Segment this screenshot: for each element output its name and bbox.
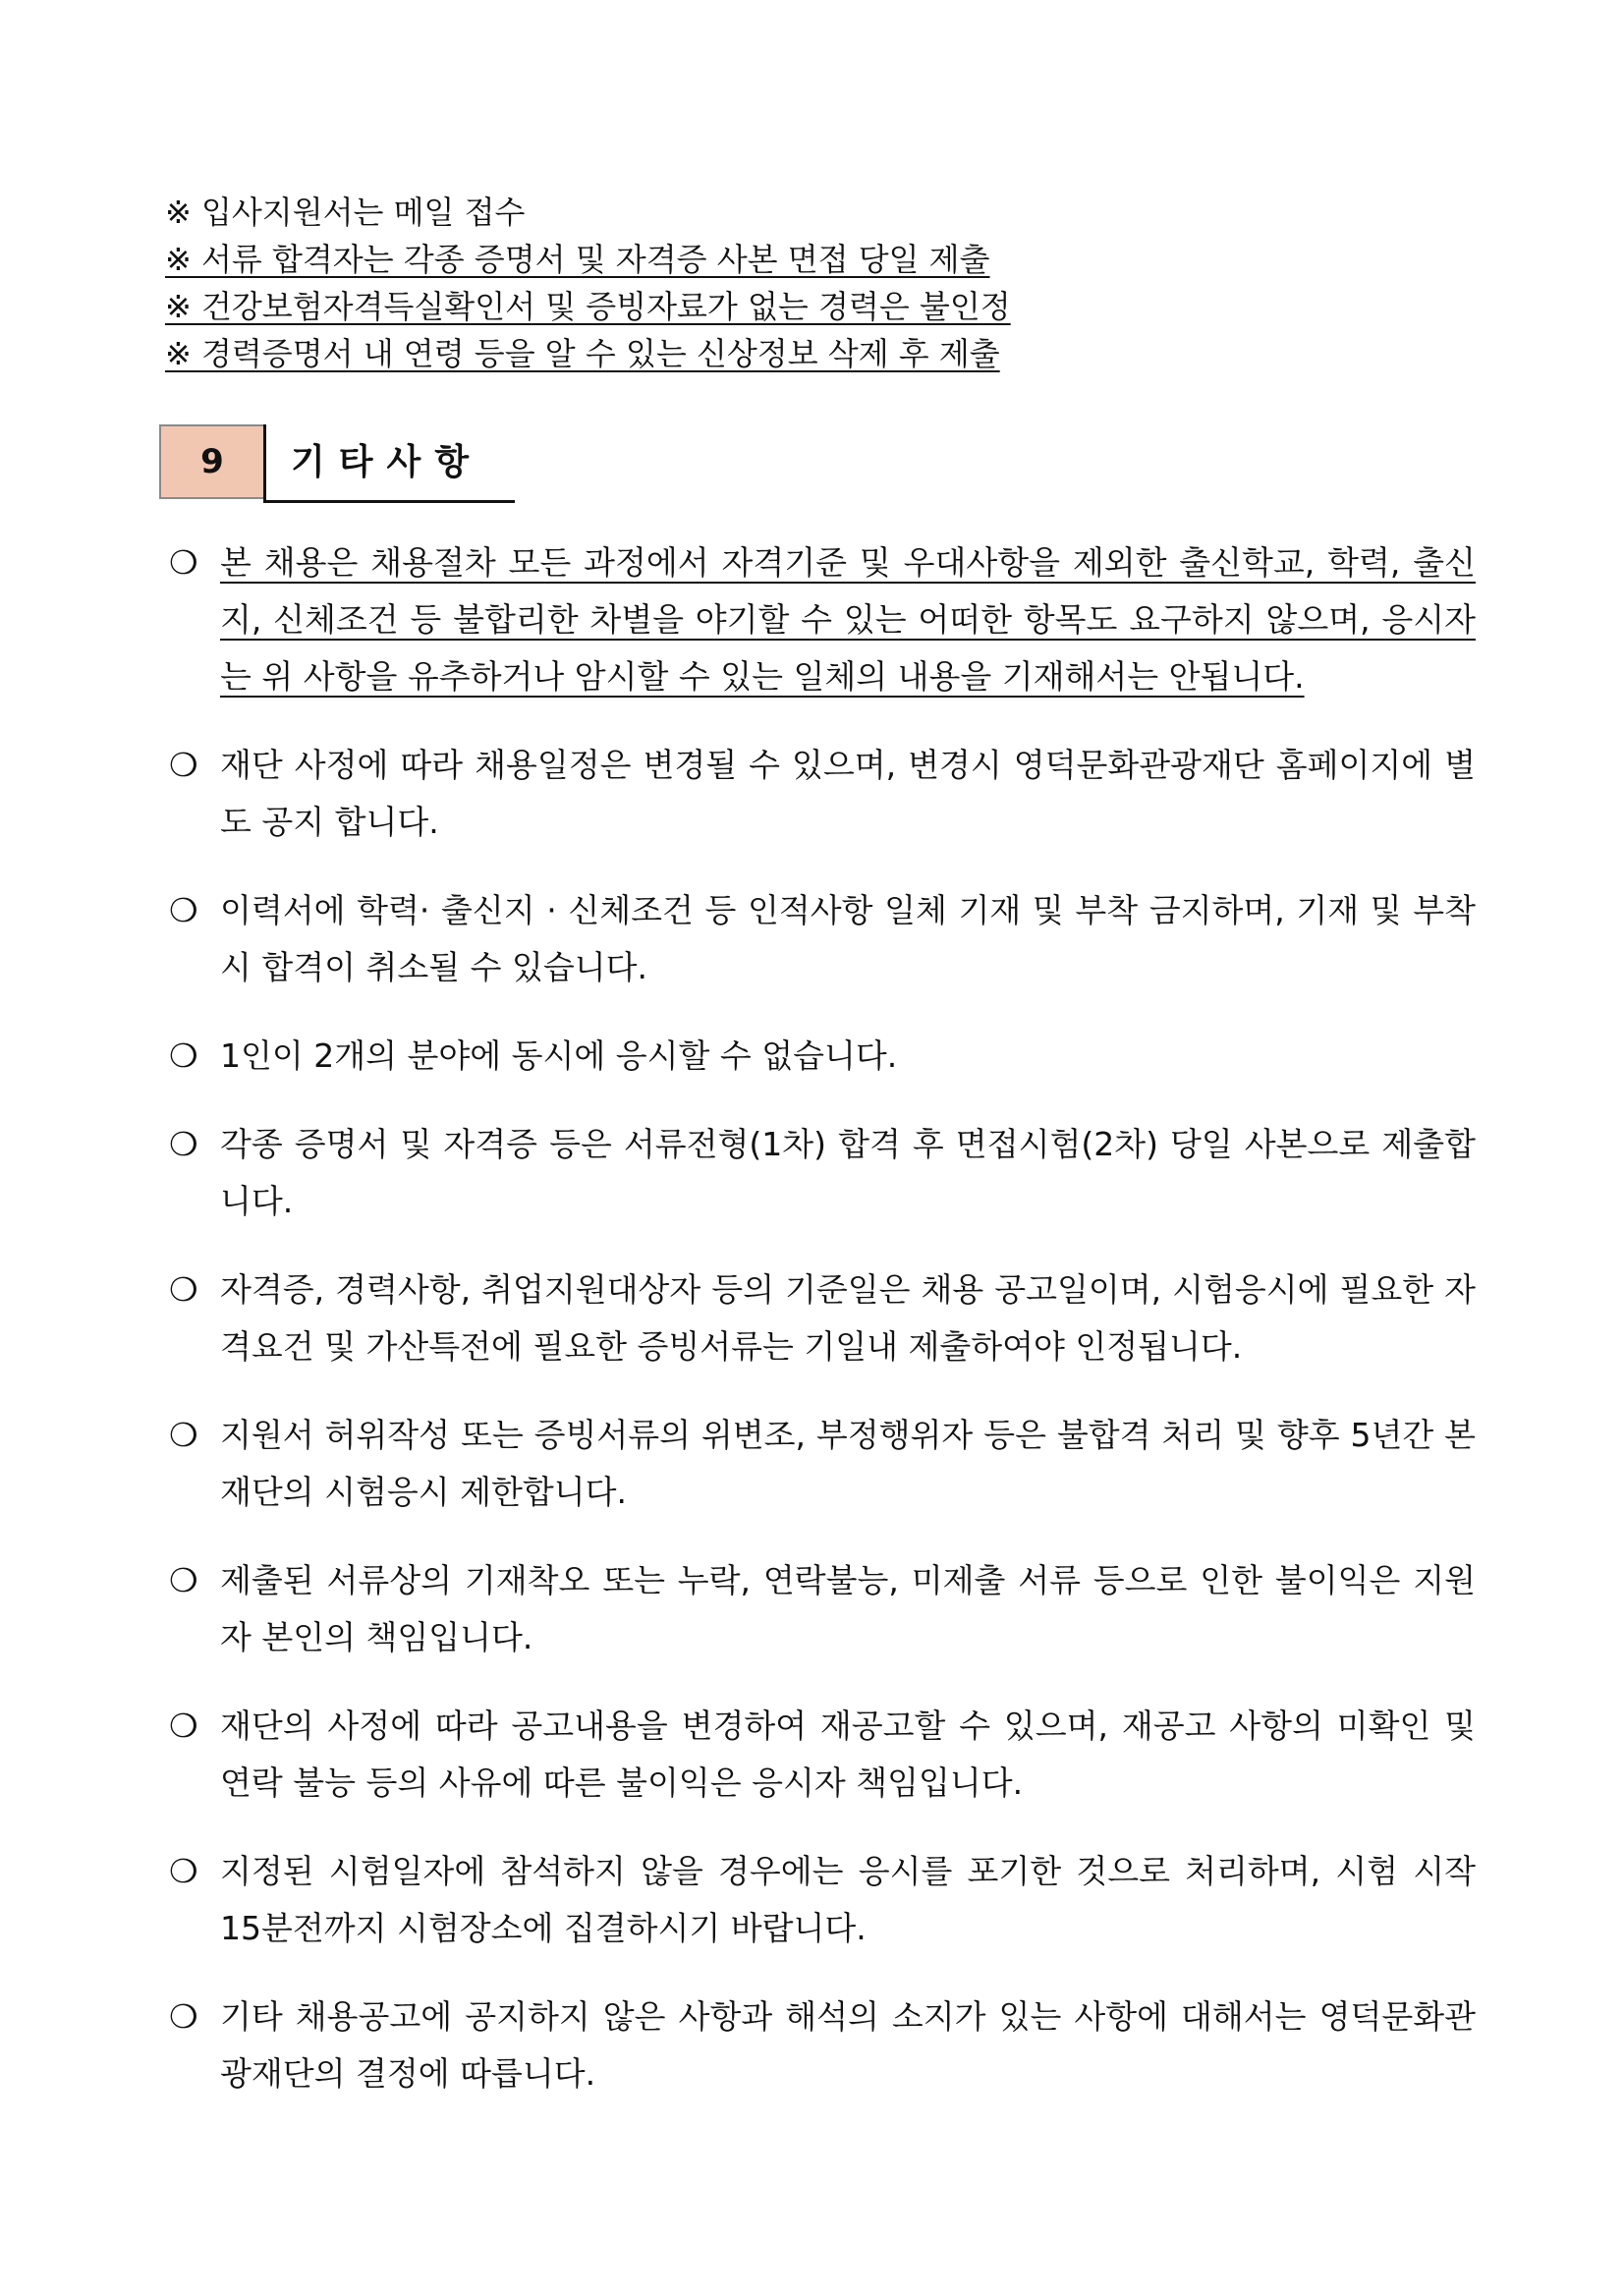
section-title-box [263, 424, 515, 503]
circle-bullet-icon: ❍ [169, 1852, 198, 1890]
note-insurance: ※ 건강보험자격득실확인서 및 증빙자료가 없는 경력은 불인정 [165, 288, 1011, 325]
list-item: ❍ 기타 채용공고에 공지하지 않은 사항과 해석의 소지가 있는 사항에 대해서는 영덕문화관광재단의 결정에 따릅니다. [169, 1988, 1476, 2102]
circle-bullet-icon: ❍ [169, 1270, 198, 1309]
list-item: ❍ 지정된 시험일자에 참석하지 않을 경우에는 응시를 포기한 것으로 처리하며, 시험 시작 15분전까지 시험장소에 집결하시기 바랍니다. [169, 1843, 1476, 1957]
notice-notes [165, 189, 1148, 377]
list-item: ❍ 재단 사정에 따라 채용일정은 변경될 수 있으며, 변경시 영덕문화관광재단 홈페이지에 별도 공지 합니다. [169, 737, 1476, 851]
circle-bullet-icon: ❍ [169, 1997, 198, 2036]
section-heading [157, 422, 550, 505]
list-item: ❍ 이력서에 학력· 출신지 · 신체조건 등 인적사항 일체 기재 및 부착 금지하며, 기재 및 부착시 합격이 취소될 수 있습니다. [169, 882, 1476, 996]
section-title: 기타사항 [291, 442, 483, 482]
circle-bullet-icon: ❍ [169, 1036, 198, 1075]
circle-bullet-icon: ❍ [169, 1125, 198, 1163]
notice-list [169, 534, 1476, 2134]
circle-bullet-icon: ❍ [169, 891, 198, 929]
circle-bullet-icon: ❍ [169, 746, 198, 784]
section-number-badge: 9 [159, 424, 265, 499]
title-bottom-rule [263, 500, 515, 503]
list-item: ❍ 재단의 사정에 따라 공고내용을 변경하여 재공고할 수 있으며, 재공고 사항의 미확인 및 연락 불능 등의 사유에 따른 불이익은 응시자 책임입니다. [169, 1698, 1476, 1812]
circle-bullet-icon: ❍ [169, 1707, 198, 1745]
list-item: ❍ 1인이 2개의 분야에 동시에 응시할 수 없습니다. [169, 1028, 1476, 1085]
list-item: ❍ 자격증, 경력사항, 취업지원대상자 등의 기준일은 채용 공고일이며, 시험응시에 필요한 자격요건 및 가산특전에 필요한 증빙서류는 기일내 제출하여야 인정됩니다. [169, 1261, 1476, 1375]
note-mail: ※ 입사지원서는 메일 접수 [165, 194, 526, 231]
title-left-rule [263, 424, 266, 503]
circle-bullet-icon: ❍ [169, 1561, 198, 1599]
list-item: ❍ 제출된 서류상의 기재착오 또는 누락, 연락불능, 미제출 서류 등으로 인한 불이익은 지원자 본인의 책임입니다. [169, 1552, 1476, 1666]
circle-bullet-icon: ❍ [169, 1416, 198, 1454]
note-career: ※ 경력증명서 내 연령 등을 알 수 있는 신상정보 삭제 후 제출 [165, 335, 1000, 372]
list-item: ❍ 지원서 허위작성 또는 증빙서류의 위변조, 부정행위자 등은 불합격 처리 및 향후 5년간 본 재단의 시험응시 제한합니다. [169, 1407, 1476, 1521]
circle-bullet-icon: ❍ [169, 543, 198, 582]
note-documents: ※ 서류 합격자는 각종 증명서 및 자격증 사본 면접 당일 제출 [165, 241, 990, 278]
list-item: ❍ 각종 증명서 및 자격증 등은 서류전형(1차) 합격 후 면접시험(2차) 당일 사본으로 제출합니다. [169, 1116, 1476, 1230]
list-item: ❍ 본 채용은 채용절차 모든 과정에서 자격기준 및 우대사항을 제외한 출신학교, 학력, 출신지, 신체조건 등 불합리한 차별을 야기할 수 있는 어떠한 항목도 요구하지 않으며, 응시자는 위 사항을 유추하거나 암시할 수 있는 일체의 내용을 기재해서는 안됩니다. [169, 534, 1476, 705]
